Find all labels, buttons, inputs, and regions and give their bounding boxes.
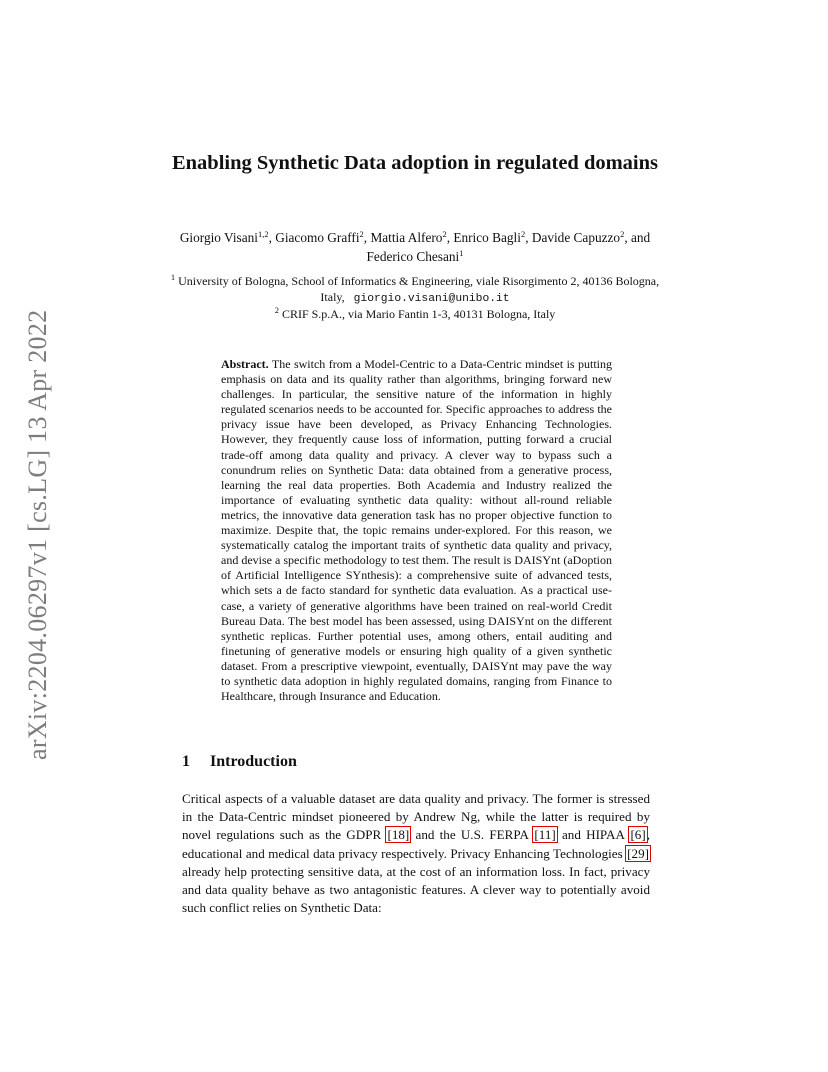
body-text: , educational and medical data privacy respectively. Privacy Enhancing Technologies: [182, 827, 650, 861]
affiliation-mark: 1: [170, 272, 176, 282]
author-affil-mark: 2: [359, 229, 364, 239]
affiliation-2: [170, 307, 660, 323]
author-affil-mark: 1,2: [257, 229, 269, 239]
author-list: [170, 228, 660, 266]
author-name: Giorgio Visani: [179, 230, 258, 245]
abstract-text: The switch from a Model-Centric to a Data-Centric mindset is putting emphasis on data and its quality rather than algorithms, bringing forward new challenges. In particular, the sensitive nature of the information in highly regulated scenarios needs to be accounted for. Specific approaches to address the privacy issue have been developed, as Privacy Enhancing Technologies. However, they frequently cause loss of information, putting forward a crucial trade-off among data quality and privacy. A clever way to bypass such a conundrum relies on Synthetic Data: data obtained from a generative process, learning the real data properties. Both Academia and Industry realized the importance of evaluating synthetic data quality: without all-round reliable metrics, the innovative data generation task has no proper objective function to maximize. Despite that, the topic remains under-explored. For this reason, we systematically catalog the important traits of synthetic data quality and privacy, and devise a specific methodology to test them. The result is DAISYnt (aDoption of Artificial Intelligence SYnthesis): a comprehensive suite of advanced tests, which sets a de facto standard for synthetic data evaluation. As a practical use-case, a variety of generative algorithms have been trained on real-world Credit Bureau Data. The best model has been assessed, using DAISYnt on the different synthetic replicas. Further potential uses, among others, entail auditing and finetuning of generative models or ensuring high quality of a given synthetic dataset. From a prescriptive viewpoint, eventually, DAISYnt may pave the way to synthetic data adoption in highly regulated domains, ranging from Finance to Healthcare, through Insurance and Education.: [221, 357, 612, 704]
body-text: and the U.S. FERPA: [410, 827, 534, 843]
author-name: , Giacomo Graffi: [268, 230, 360, 245]
body-text: and HIPAA: [556, 827, 630, 843]
arxiv-identifier: arXiv:2204.06297v1 [cs.LG] 13 Apr 2022: [23, 309, 52, 760]
affiliations: [170, 274, 660, 323]
citation-link[interactable]: [11]: [534, 827, 556, 843]
body-text: already help protecting sensitive data, at the cost of an information loss. In fact, privacy and data quality behave as two antagonistic features. A clever way to potentially avoid such conflict relies on Synthetic Data:: [182, 863, 650, 916]
introduction-paragraph: [182, 790, 650, 917]
affiliation-text: University of Bologna, School of Informatics & Engineering, viale Risorgimento 2, 40136 Bologna, Italy,: [178, 274, 660, 304]
abstract-label: Abstract.: [221, 357, 269, 371]
author-name: , Mattia Alfero: [363, 230, 443, 245]
citation-link[interactable]: [18]: [387, 827, 410, 843]
abstract: [221, 357, 612, 704]
author-affil-mark: 2: [620, 229, 625, 239]
citation-link[interactable]: [6]: [630, 827, 646, 843]
body-text: Critical aspects of a valuable dataset are data quality and privacy. The former is stressed in the Data-Centric mindset pioneered by Andrew Ng, while the latter is required by novel regulations such as the GDPR: [182, 791, 650, 843]
section-title: Introduction: [210, 753, 297, 770]
author-name: , Davide Capuzzo: [525, 230, 621, 245]
section-number: 1: [182, 753, 190, 770]
author-email[interactable]: giorgio.visani@unibo.it: [353, 292, 510, 305]
citation-link[interactable]: [29]: [627, 845, 649, 861]
author-affil-mark: 1: [459, 248, 464, 258]
affiliation-mark: 2: [274, 305, 279, 315]
paper-title: Enabling Synthetic Data adoption in regulated domains: [171, 152, 659, 174]
affiliation-1: [170, 274, 660, 307]
author-affil-mark: 2: [442, 229, 447, 239]
section-heading: [182, 753, 297, 771]
author-name: , and Federico Chesani: [366, 230, 651, 264]
affiliation-text: CRIF S.p.A., via Mario Fantin 1-3, 40131 Bologna, Italy: [281, 307, 556, 321]
author-name: , Enrico Bagli: [446, 230, 521, 245]
author-affil-mark: 2: [520, 229, 526, 239]
